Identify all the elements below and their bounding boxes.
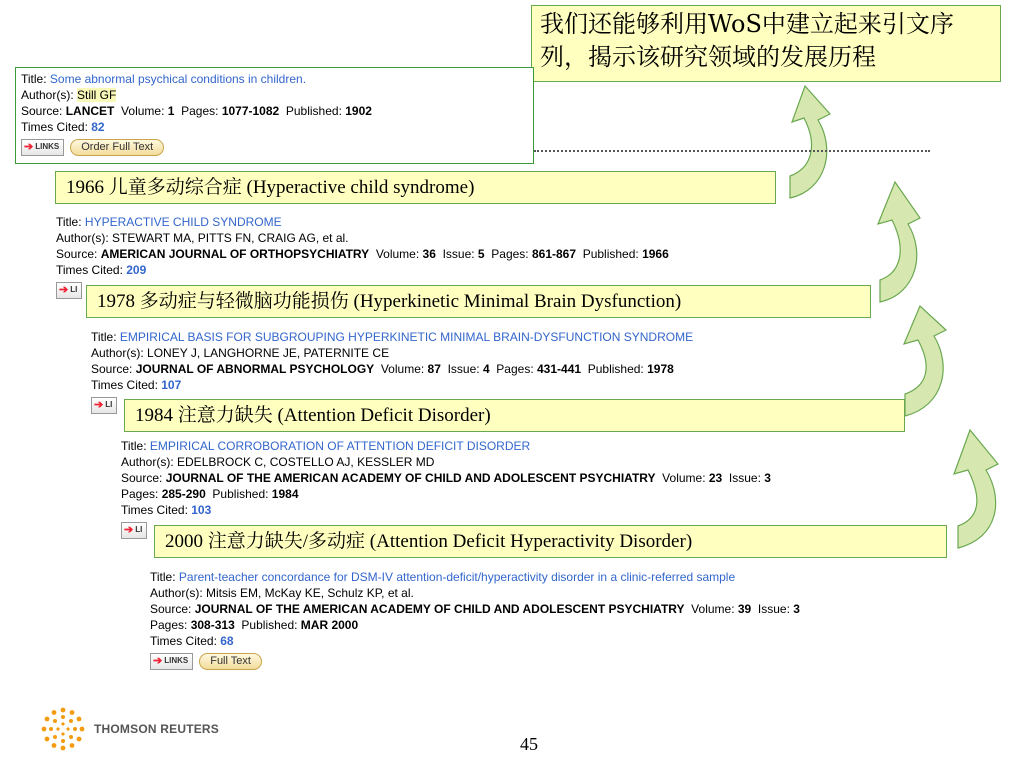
times-cited-link[interactable]: 103 [191,503,212,517]
record-published: 1978 [647,362,674,376]
logo-text: THOMSON REUTERS [94,722,220,736]
era-banner-1978 [86,285,871,318]
issue-label: Issue: [447,362,483,376]
source-label: Source: [91,362,136,376]
authors-label: Author(s): [56,231,113,245]
links-button[interactable] [21,139,64,156]
times-cited-label: Times Cited: [56,263,127,277]
record-authors: Mitsis EM, McKay KE, Schulz KP, et al. [206,586,414,600]
pages-label: Pages: [491,247,532,261]
record-journal: JOURNAL OF ABNORMAL PSYCHOLOGY [135,362,375,376]
times-cited-label: Times Cited: [150,634,221,648]
pages-label: Pages: [150,618,191,632]
times-cited-label: Times Cited: [91,378,162,392]
record-pages: 431-441 [537,362,582,376]
links-button[interactable] [150,653,193,670]
curved-arrow-icon [790,86,830,198]
page-number: 45 [520,734,538,754]
banner-text: 1966 儿童多动综合症 (Hyperactive child syndrome) [66,177,475,198]
record-journal: AMERICAN JOURNAL OF ORTHOPSYCHIATRY [100,247,370,261]
record-volume: 1 [167,104,175,118]
dotted-divider [534,150,930,152]
banner-text: 1984 注意力缺失 (Attention Deficit Disorder) [135,405,491,426]
record-issue: 3 [793,602,800,616]
authors-label: Author(s): [91,346,148,360]
curved-arrow-icon [904,306,946,416]
title-label: Title: [91,330,120,344]
issue-label: Issue: [442,247,478,261]
times-cited-link[interactable]: 82 [91,120,105,134]
record-authors: LONEY J, LANGHORNE JE, PATERNITE CE [147,346,390,360]
record-pages: 861-867 [531,247,577,261]
volume-label: Volume: [691,602,738,616]
era-banner-1984 [124,399,905,432]
callout-text: 我们还能够利用WoS中建立起来引文序列，揭示该研究领域的发展历程 [540,10,954,71]
record-title-link[interactable]: EMPIRICAL CORROBORATION OF ATTENTION DEFICIT DISORDER [149,439,531,453]
era-banner-1966 [55,171,776,204]
links-button[interactable] [91,397,117,414]
volume-label: Volume: [121,104,168,118]
title-label: Title: [150,570,179,584]
links-button-label: LINKS [164,656,189,665]
authors-label: Author(s): [121,455,178,469]
banner-text: 1978 多动症与轻微脑功能损伤 (Hyperkinetic Minimal Brain Dysfunction) [97,291,682,312]
links-button-label: LI [105,400,113,409]
times-cited-link[interactable]: 68 [220,634,234,648]
record-pages: 285-290 [161,487,206,501]
order-full-text-button[interactable]: Order Full Text [70,139,164,156]
record-authors: Still GF [77,88,117,102]
record-title-link[interactable]: HYPERACTIVE CHILD SYNDROME [84,215,282,229]
pages-label: Pages: [181,104,222,118]
times-cited-label: Times Cited: [21,120,92,134]
record-volume: 36 [422,247,436,261]
record-authors: EDELBROCK C, COSTELLO AJ, KESSLER MD [177,455,435,469]
links-button-label: LINKS [35,142,60,151]
record-volume: 39 [737,602,752,616]
volume-label: Volume: [375,247,423,261]
links-button[interactable] [121,522,147,539]
times-cited-link[interactable]: 209 [126,263,147,277]
curved-arrow-icon [878,182,920,302]
top-callout [531,5,1001,82]
source-label: Source: [150,602,195,616]
record-published: 1902 [345,104,372,118]
record-journal: JOURNAL OF THE AMERICAN ACADEMY OF CHILD AND ADOLESCENT PSYCHIATRY [165,471,656,485]
links-button-label: LI [135,525,143,534]
record-issue: 4 [482,362,490,376]
thomson-reuters-logo-icon [40,706,86,752]
red-right-arrow-icon: ➔ [124,524,134,536]
record-issue: 3 [764,471,771,485]
curved-arrow-icon [954,430,998,548]
red-right-arrow-icon: ➔ [59,284,69,296]
record-pages: 1077-1082 [221,104,280,118]
banner-text: 2000 注意力缺失/多动症 (Attention Deficit Hyperactivity Disorder) [165,531,693,552]
record-published: MAR 2000 [300,618,359,632]
times-cited-link[interactable]: 107 [161,378,182,392]
published-label: Published: [285,104,346,118]
record-title-link[interactable]: Parent-teacher concordance for DSM-IV attention-deficit/hyperactivity disorder in a clinic-referred sample [178,570,736,584]
authors-label: Author(s): [21,88,78,102]
title-label: Title: [56,215,85,229]
record-issue: 5 [477,247,485,261]
volume-label: Volume: [662,471,709,485]
issue-label: Issue: [728,471,765,485]
record-authors: STEWART MA, PITTS FN, CRAIG AG, et al. [112,231,349,245]
record-title-link[interactable]: Some abnormal psychical conditions in children. [49,72,307,86]
links-button[interactable] [56,282,82,299]
authors-label: Author(s): [150,586,207,600]
published-label: Published: [212,487,272,501]
record-2000 [150,569,800,671]
record-volume: 87 [427,362,441,376]
source-label: Source: [121,471,166,485]
published-label: Published: [587,362,648,376]
issue-label: Issue: [757,602,794,616]
volume-label: Volume: [380,362,428,376]
pages-label: Pages: [121,487,162,501]
source-label: Source: [56,247,101,261]
record-title-link[interactable]: EMPIRICAL BASIS FOR SUBGROUPING HYPERKINETIC MINIMAL BRAIN-DYSFUNCTION SYNDROME [119,330,694,344]
record-journal: LANCET [65,104,115,118]
published-label: Published: [241,618,301,632]
record-pages: 308-313 [190,618,235,632]
red-right-arrow-icon: ➔ [94,399,104,411]
title-label: Title: [121,439,150,453]
record-published: 1984 [271,487,299,501]
record-published: 1966 [642,247,669,261]
full-text-button[interactable]: Full Text [199,653,262,670]
red-right-arrow-icon: ➔ [153,655,163,667]
era-banner-2000 [154,525,947,558]
title-label: Title: [21,72,50,86]
published-label: Published: [582,247,643,261]
pages-label: Pages: [496,362,537,376]
record-journal: JOURNAL OF THE AMERICAN ACADEMY OF CHILD AND ADOLESCENT PSYCHIATRY [194,602,685,616]
times-cited-label: Times Cited: [121,503,192,517]
record-1902 [21,71,372,157]
links-button-label: LI [70,285,78,294]
red-right-arrow-icon: ➔ [24,141,34,153]
source-label: Source: [21,104,66,118]
record-volume: 23 [708,471,723,485]
thomson-reuters-logo [40,706,219,752]
